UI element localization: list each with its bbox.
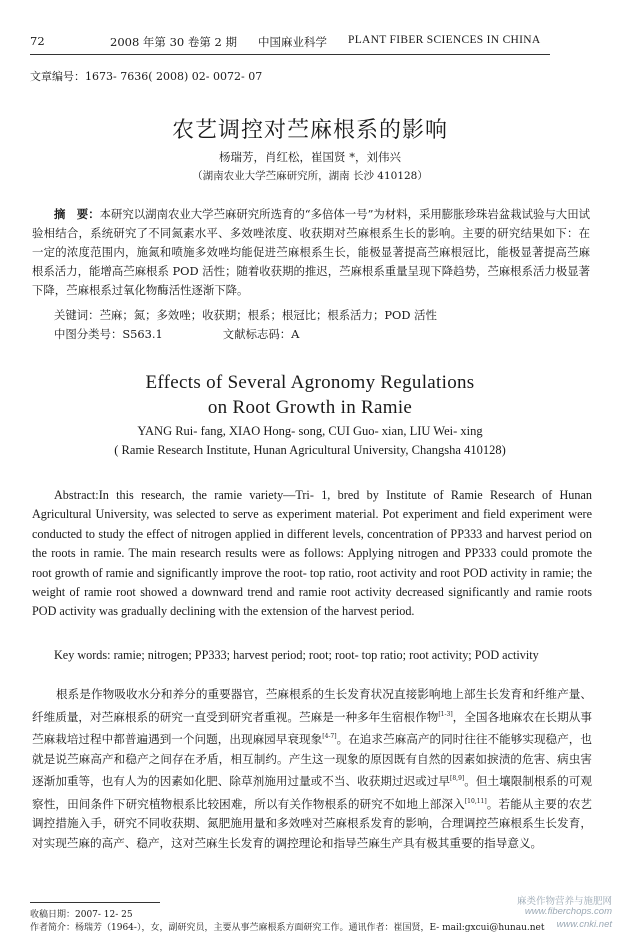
issue-info: 2008 年第 30 卷第 2 期 <box>110 35 237 49</box>
abstract-en-label: Abstract: <box>54 488 99 502</box>
doc-code-label: 文献标志码： <box>222 327 292 341</box>
abstract-en-text: In this research, the ramie variety—Tri- 1, bred by Institute of Ramie Research of Hunan Agricultural University, was selected to serve as experiment material. Pot experiment and field experiment were conducted to study the effect of nitrogen applied in different levels, concentration of PP333 and harvest period on the roots in ramie. The main research results were as follows: Applying nitrogen and PP333 could promote the root growth of ramie and significantly improve the root- top ratio, root activity and root POD activity in ramie; the weight of ramie root showed a downward trend and ramie root activity decreased significantly and ramie roots POD activity was gradually declining with the extension of the harvest period. <box>32 488 592 619</box>
body-part: 。在追求苎麻高产的同时往往不能够实现稳产，也就是说苎麻高产和稳产之间存在矛盾，相互制约。产生这一现象的原因既有自然的因素如捩渍的危害、病虫害逐渐加重等，也有人为的因素如化肥、除草剂施用过量或不当、收获期过迟或过早 <box>32 731 592 788</box>
body-part: 。若能从主要的农艺调控措施入手，研究不同收获期、氮肥施用量和多效唑对苎麻根系发育的影响，合理调控苎麻根系生长发育，对实现苎麻的高产、稳产，这对苎麻生长发育的调控理论和指导苎麻生产具有极其重要的指导意义。 <box>32 796 592 850</box>
body-part: 。但土壤限制根系的可观察性，田间条件下研究植物根系比较困难，所以有关作物根系的研究不如地上部深入 <box>32 773 592 811</box>
citation: [10,11] <box>464 797 487 805</box>
body-part: 根系是作物吸收水分和养分的重要器官，苎麻根系的生长发育状况直接影响地上部生长发育和纤维产量、纤维质量，对苎麻根系的研究一直受到研究者重视。苎麻是一种多年生宿根作物 <box>32 687 592 724</box>
footnote-rule <box>30 902 160 903</box>
header-rule <box>30 54 550 55</box>
authors-en: YANG Rui- fang, XIAO Hong- song, CUI Guo- xian, LIU Wei- xing <box>137 424 483 438</box>
title-cn: 农艺调控对苎麻根系的影响 <box>171 118 448 143</box>
abstract-en <box>32 486 592 622</box>
citation: [8,9] <box>450 775 465 783</box>
footnote-author-info: 作者简介：杨瑞芳（1964-），女，副研究员，主要从事苎麻根系方面研究工作。通讯作者：崔国贤，E- mail:gxcui@hunau.net <box>30 923 545 933</box>
body-text-cn <box>32 685 592 853</box>
keywords-en-label: Key words: <box>54 648 111 662</box>
affiliation-cn: （湖南农业大学苎麻研究所，湖南 长沙 410128） <box>192 170 428 182</box>
watermark-url: www.fiberchops.com <box>524 906 612 917</box>
title-en-line1: Effects of Several Agronomy Regulations <box>145 372 475 393</box>
watermark-site-name: 麻类作物营养与施肥网 <box>516 896 612 907</box>
keywords-cn <box>32 306 590 324</box>
keywords-en <box>32 646 592 664</box>
citation: [1-3] <box>438 710 453 718</box>
watermark-cnki: www.cnki.net <box>556 919 612 930</box>
journal-name-en: PLANT FIBER SCIENCES IN CHINA <box>348 34 541 46</box>
footnote-received: 收稿日期：2007- 12- 25 <box>30 910 133 920</box>
abstract-cn <box>32 205 590 300</box>
abstract-cn-text: 本研究以湖南农业大学苎麻研究所选育的“多倍体一号”为材料，采用膨胀珍珠岩盆栽试验与大田试验相结合，系统研究了不同氮素水平、多效唑浓度、收获期对苎麻根系生长的影响。主要的研究结果如下：在一定的浓度范围内，施氮和喷施多效唑均能促进苎麻根系生长，能极显著提高苎麻根冠比，能极显著提高苎麻根系活力，能增高苎麻根系 POD 活性；随着收获期的推迟，苎麻根系重量呈现下降趋势，苎麻根系活力极显著下降，苎麻根系过氧化物酶活性逐渐下降。 <box>32 207 590 297</box>
article-number: 文章编号：1673- 7636( 2008) 02- 0072- 07 <box>30 70 263 83</box>
abstract-cn-label: 摘 要： <box>54 207 100 221</box>
body-part: ，全国各地麻农在长期从事苎麻栽培过程中都普遍遇到一个问题，出现麻园早衰现象 <box>32 709 592 746</box>
page-number: 72 <box>30 34 45 48</box>
keywords-cn-text: 苎麻；氮；多效唑；收获期；根系；根冠比；根系活力；POD 活性 <box>99 308 437 322</box>
clc-label: 中图分类号： <box>54 327 123 341</box>
title-en <box>0 370 620 420</box>
doc-code-value: A <box>291 327 300 341</box>
classification-cn <box>54 326 299 342</box>
affiliation-en: ( Ramie Research Institute, Hunan Agricultural University, Changsha 410128) <box>114 443 506 457</box>
authors-cn: 杨瑞芳，肖红松，崔国贤 *，刘伟兴 <box>219 150 401 164</box>
title-en-line2: on Root Growth in Ramie <box>207 397 413 418</box>
journal-name-cn: 中国麻业科学 <box>258 35 327 49</box>
citation: [4-7] <box>322 733 337 741</box>
keywords-en-text: ramie; nitrogen; PP333; harvest period; root; root- top ratio; root activity; POD activity <box>113 648 539 662</box>
clc-value: S563.1 <box>122 327 163 341</box>
running-header <box>30 34 550 52</box>
keywords-cn-label: 关键词： <box>54 308 100 322</box>
